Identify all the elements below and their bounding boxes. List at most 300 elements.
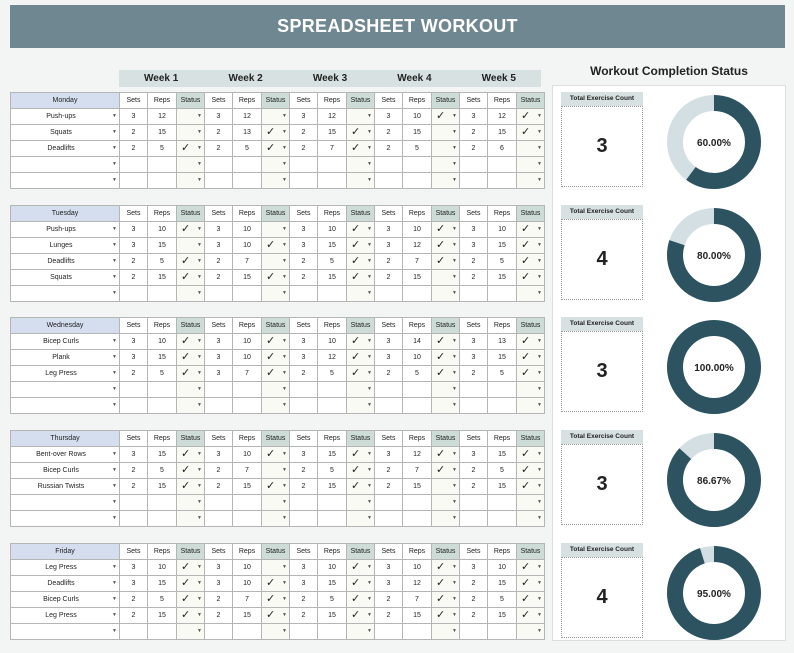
reps-cell[interactable]: 15 xyxy=(233,270,262,286)
chevron-down-icon[interactable]: ▼ xyxy=(112,274,117,280)
status-select[interactable] xyxy=(262,109,290,125)
chevron-down-icon[interactable]: ▼ xyxy=(282,113,287,119)
exercise-select[interactable] xyxy=(11,222,120,238)
chevron-down-icon[interactable]: ▼ xyxy=(282,386,287,392)
chevron-down-icon[interactable]: ▼ xyxy=(452,354,457,360)
chevron-down-icon[interactable]: ▼ xyxy=(197,338,202,344)
chevron-down-icon[interactable]: ▼ xyxy=(282,515,287,521)
chevron-down-icon[interactable]: ▼ xyxy=(282,338,287,344)
reps-cell[interactable] xyxy=(488,173,517,189)
reps-cell[interactable]: 7 xyxy=(233,463,262,479)
chevron-down-icon[interactable]: ▼ xyxy=(537,161,542,167)
chevron-down-icon[interactable]: ▼ xyxy=(367,242,372,248)
status-select[interactable] xyxy=(177,447,205,463)
chevron-down-icon[interactable]: ▼ xyxy=(112,338,117,344)
sets-cell[interactable]: 3 xyxy=(375,447,403,463)
status-select[interactable] xyxy=(517,447,545,463)
status-select[interactable] xyxy=(177,479,205,495)
sets-cell[interactable]: 2 xyxy=(120,141,148,157)
sets-cell[interactable] xyxy=(290,157,318,173)
chevron-down-icon[interactable]: ▼ xyxy=(282,177,287,183)
status-select[interactable] xyxy=(177,382,205,398)
reps-cell[interactable]: 15 xyxy=(488,270,517,286)
reps-cell[interactable]: 12 xyxy=(318,350,347,366)
sets-cell[interactable] xyxy=(460,382,488,398)
chevron-down-icon[interactable]: ▼ xyxy=(197,226,202,232)
chevron-down-icon[interactable]: ▼ xyxy=(537,515,542,521)
reps-cell[interactable]: 10 xyxy=(233,560,262,576)
reps-cell[interactable]: 10 xyxy=(233,334,262,350)
exercise-select[interactable] xyxy=(11,495,120,511)
reps-cell[interactable] xyxy=(148,624,177,640)
chevron-down-icon[interactable]: ▼ xyxy=(452,483,457,489)
reps-cell[interactable]: 10 xyxy=(233,576,262,592)
status-select[interactable] xyxy=(262,222,290,238)
chevron-down-icon[interactable]: ▼ xyxy=(537,129,542,135)
status-select[interactable] xyxy=(347,334,375,350)
sets-cell[interactable] xyxy=(375,624,403,640)
sets-cell[interactable] xyxy=(460,157,488,173)
status-select[interactable] xyxy=(347,141,375,157)
sets-cell[interactable] xyxy=(205,511,233,527)
chevron-down-icon[interactable]: ▼ xyxy=(367,386,372,392)
chevron-down-icon[interactable]: ▼ xyxy=(197,290,202,296)
sets-cell[interactable]: 2 xyxy=(205,608,233,624)
chevron-down-icon[interactable]: ▼ xyxy=(282,564,287,570)
chevron-down-icon[interactable]: ▼ xyxy=(367,628,372,634)
chevron-down-icon[interactable]: ▼ xyxy=(112,451,117,457)
reps-cell[interactable]: 7 xyxy=(233,254,262,270)
reps-cell[interactable]: 10 xyxy=(233,238,262,254)
chevron-down-icon[interactable]: ▼ xyxy=(452,467,457,473)
sets-cell[interactable]: 3 xyxy=(290,222,318,238)
status-select[interactable] xyxy=(432,109,460,125)
chevron-down-icon[interactable]: ▼ xyxy=(112,129,117,135)
status-select[interactable] xyxy=(517,495,545,511)
status-select[interactable] xyxy=(432,334,460,350)
chevron-down-icon[interactable]: ▼ xyxy=(282,274,287,280)
reps-cell[interactable]: 7 xyxy=(233,366,262,382)
chevron-down-icon[interactable]: ▼ xyxy=(537,386,542,392)
sets-cell[interactable] xyxy=(290,382,318,398)
sets-cell[interactable]: 3 xyxy=(460,334,488,350)
chevron-down-icon[interactable]: ▼ xyxy=(537,370,542,376)
status-select[interactable] xyxy=(517,576,545,592)
exercise-select[interactable] xyxy=(11,592,120,608)
chevron-down-icon[interactable]: ▼ xyxy=(367,177,372,183)
chevron-down-icon[interactable]: ▼ xyxy=(112,161,117,167)
chevron-down-icon[interactable]: ▼ xyxy=(112,177,117,183)
chevron-down-icon[interactable]: ▼ xyxy=(537,499,542,505)
reps-cell[interactable]: 15 xyxy=(403,608,432,624)
status-select[interactable] xyxy=(347,560,375,576)
reps-cell[interactable] xyxy=(488,495,517,511)
chevron-down-icon[interactable]: ▼ xyxy=(282,612,287,618)
chevron-down-icon[interactable]: ▼ xyxy=(282,370,287,376)
status-select[interactable] xyxy=(177,511,205,527)
reps-cell[interactable]: 12 xyxy=(488,109,517,125)
reps-cell[interactable]: 12 xyxy=(403,447,432,463)
sets-cell[interactable]: 2 xyxy=(290,270,318,286)
status-select[interactable] xyxy=(347,463,375,479)
reps-cell[interactable] xyxy=(318,398,347,414)
chevron-down-icon[interactable]: ▼ xyxy=(197,451,202,457)
sets-cell[interactable] xyxy=(375,511,403,527)
status-select[interactable] xyxy=(517,238,545,254)
status-select[interactable] xyxy=(347,382,375,398)
sets-cell[interactable] xyxy=(205,173,233,189)
exercise-select[interactable] xyxy=(11,382,120,398)
reps-cell[interactable]: 10 xyxy=(318,560,347,576)
sets-cell[interactable] xyxy=(205,398,233,414)
reps-cell[interactable]: 14 xyxy=(403,334,432,350)
sets-cell[interactable] xyxy=(290,286,318,302)
status-select[interactable] xyxy=(517,157,545,173)
reps-cell[interactable]: 10 xyxy=(148,560,177,576)
chevron-down-icon[interactable]: ▼ xyxy=(452,580,457,586)
reps-cell[interactable]: 15 xyxy=(488,447,517,463)
sets-cell[interactable] xyxy=(375,173,403,189)
chevron-down-icon[interactable]: ▼ xyxy=(537,467,542,473)
status-select[interactable] xyxy=(432,286,460,302)
reps-cell[interactable]: 7 xyxy=(403,592,432,608)
status-select[interactable] xyxy=(432,398,460,414)
sets-cell[interactable]: 2 xyxy=(460,270,488,286)
status-select[interactable] xyxy=(347,608,375,624)
status-select[interactable] xyxy=(432,157,460,173)
chevron-down-icon[interactable]: ▼ xyxy=(452,451,457,457)
reps-cell[interactable]: 10 xyxy=(403,109,432,125)
sets-cell[interactable]: 2 xyxy=(290,254,318,270)
sets-cell[interactable]: 2 xyxy=(460,141,488,157)
chevron-down-icon[interactable]: ▼ xyxy=(282,258,287,264)
status-select[interactable] xyxy=(517,109,545,125)
reps-cell[interactable]: 15 xyxy=(148,447,177,463)
sets-cell[interactable] xyxy=(460,511,488,527)
exercise-select[interactable] xyxy=(11,560,120,576)
chevron-down-icon[interactable]: ▼ xyxy=(452,386,457,392)
reps-cell[interactable]: 10 xyxy=(233,222,262,238)
sets-cell[interactable] xyxy=(460,286,488,302)
reps-cell[interactable] xyxy=(148,511,177,527)
reps-cell[interactable]: 15 xyxy=(233,608,262,624)
exercise-select[interactable] xyxy=(11,447,120,463)
reps-cell[interactable]: 15 xyxy=(318,447,347,463)
status-select[interactable] xyxy=(347,398,375,414)
status-select[interactable] xyxy=(177,238,205,254)
reps-cell[interactable]: 15 xyxy=(148,238,177,254)
status-select[interactable] xyxy=(262,560,290,576)
status-select[interactable] xyxy=(262,125,290,141)
status-select[interactable] xyxy=(347,270,375,286)
reps-cell[interactable]: 15 xyxy=(488,608,517,624)
reps-cell[interactable] xyxy=(318,173,347,189)
chevron-down-icon[interactable]: ▼ xyxy=(452,129,457,135)
sets-cell[interactable]: 2 xyxy=(290,366,318,382)
sets-cell[interactable]: 2 xyxy=(120,254,148,270)
sets-cell[interactable]: 3 xyxy=(460,560,488,576)
reps-cell[interactable]: 5 xyxy=(488,592,517,608)
chevron-down-icon[interactable]: ▼ xyxy=(537,290,542,296)
reps-cell[interactable]: 6 xyxy=(488,141,517,157)
chevron-down-icon[interactable]: ▼ xyxy=(367,580,372,586)
sets-cell[interactable]: 2 xyxy=(375,254,403,270)
status-select[interactable] xyxy=(517,608,545,624)
status-select[interactable] xyxy=(347,109,375,125)
status-select[interactable] xyxy=(517,382,545,398)
chevron-down-icon[interactable]: ▼ xyxy=(452,402,457,408)
chevron-down-icon[interactable]: ▼ xyxy=(367,612,372,618)
status-select[interactable] xyxy=(432,576,460,592)
reps-cell[interactable]: 5 xyxy=(318,592,347,608)
sets-cell[interactable]: 2 xyxy=(375,592,403,608)
reps-cell[interactable] xyxy=(403,624,432,640)
reps-cell[interactable]: 5 xyxy=(318,463,347,479)
reps-cell[interactable]: 5 xyxy=(148,463,177,479)
sets-cell[interactable]: 3 xyxy=(120,560,148,576)
reps-cell[interactable]: 15 xyxy=(318,238,347,254)
sets-cell[interactable]: 2 xyxy=(375,125,403,141)
status-select[interactable] xyxy=(177,109,205,125)
sets-cell[interactable]: 2 xyxy=(375,270,403,286)
status-select[interactable] xyxy=(262,334,290,350)
chevron-down-icon[interactable]: ▼ xyxy=(537,628,542,634)
reps-cell[interactable] xyxy=(233,173,262,189)
sets-cell[interactable]: 2 xyxy=(375,141,403,157)
status-select[interactable] xyxy=(432,141,460,157)
status-select[interactable] xyxy=(177,125,205,141)
chevron-down-icon[interactable]: ▼ xyxy=(112,370,117,376)
status-select[interactable] xyxy=(177,350,205,366)
sets-cell[interactable]: 3 xyxy=(460,447,488,463)
reps-cell[interactable] xyxy=(403,157,432,173)
reps-cell[interactable] xyxy=(403,382,432,398)
chevron-down-icon[interactable]: ▼ xyxy=(282,580,287,586)
sets-cell[interactable] xyxy=(120,286,148,302)
chevron-down-icon[interactable]: ▼ xyxy=(197,177,202,183)
status-select[interactable] xyxy=(347,447,375,463)
sets-cell[interactable]: 3 xyxy=(375,238,403,254)
status-select[interactable] xyxy=(177,173,205,189)
exercise-select[interactable] xyxy=(11,157,120,173)
status-select[interactable] xyxy=(262,624,290,640)
chevron-down-icon[interactable]: ▼ xyxy=(282,226,287,232)
chevron-down-icon[interactable]: ▼ xyxy=(197,596,202,602)
reps-cell[interactable]: 10 xyxy=(148,222,177,238)
reps-cell[interactable] xyxy=(488,157,517,173)
sets-cell[interactable]: 2 xyxy=(205,125,233,141)
chevron-down-icon[interactable]: ▼ xyxy=(367,145,372,151)
chevron-down-icon[interactable]: ▼ xyxy=(112,354,117,360)
sets-cell[interactable]: 3 xyxy=(460,222,488,238)
reps-cell[interactable] xyxy=(488,382,517,398)
status-select[interactable] xyxy=(432,511,460,527)
status-select[interactable] xyxy=(432,560,460,576)
reps-cell[interactable]: 7 xyxy=(403,463,432,479)
chevron-down-icon[interactable]: ▼ xyxy=(537,338,542,344)
reps-cell[interactable]: 15 xyxy=(403,270,432,286)
sets-cell[interactable]: 3 xyxy=(375,222,403,238)
status-select[interactable] xyxy=(432,463,460,479)
sets-cell[interactable]: 2 xyxy=(205,254,233,270)
exercise-select[interactable] xyxy=(11,350,120,366)
reps-cell[interactable] xyxy=(233,157,262,173)
status-select[interactable] xyxy=(347,624,375,640)
sets-cell[interactable]: 2 xyxy=(205,463,233,479)
sets-cell[interactable]: 2 xyxy=(120,270,148,286)
sets-cell[interactable] xyxy=(460,624,488,640)
reps-cell[interactable]: 15 xyxy=(488,238,517,254)
exercise-select[interactable] xyxy=(11,173,120,189)
chevron-down-icon[interactable]: ▼ xyxy=(367,451,372,457)
sets-cell[interactable] xyxy=(205,624,233,640)
exercise-select[interactable] xyxy=(11,334,120,350)
sets-cell[interactable] xyxy=(290,173,318,189)
status-select[interactable] xyxy=(262,286,290,302)
chevron-down-icon[interactable]: ▼ xyxy=(197,515,202,521)
sets-cell[interactable]: 2 xyxy=(375,608,403,624)
status-select[interactable] xyxy=(432,125,460,141)
sets-cell[interactable] xyxy=(205,382,233,398)
chevron-down-icon[interactable]: ▼ xyxy=(197,161,202,167)
status-select[interactable] xyxy=(177,560,205,576)
sets-cell[interactable]: 2 xyxy=(205,141,233,157)
reps-cell[interactable] xyxy=(233,398,262,414)
sets-cell[interactable] xyxy=(375,157,403,173)
chevron-down-icon[interactable]: ▼ xyxy=(112,242,117,248)
status-select[interactable] xyxy=(262,270,290,286)
chevron-down-icon[interactable]: ▼ xyxy=(537,596,542,602)
exercise-select[interactable] xyxy=(11,270,120,286)
reps-cell[interactable] xyxy=(233,382,262,398)
chevron-down-icon[interactable]: ▼ xyxy=(452,370,457,376)
reps-cell[interactable] xyxy=(318,624,347,640)
sets-cell[interactable] xyxy=(460,495,488,511)
status-select[interactable] xyxy=(262,350,290,366)
chevron-down-icon[interactable]: ▼ xyxy=(112,145,117,151)
chevron-down-icon[interactable]: ▼ xyxy=(197,499,202,505)
status-select[interactable] xyxy=(432,608,460,624)
reps-cell[interactable]: 5 xyxy=(488,254,517,270)
chevron-down-icon[interactable]: ▼ xyxy=(112,402,117,408)
status-select[interactable] xyxy=(517,125,545,141)
status-select[interactable] xyxy=(262,463,290,479)
chevron-down-icon[interactable]: ▼ xyxy=(282,290,287,296)
reps-cell[interactable] xyxy=(148,286,177,302)
reps-cell[interactable] xyxy=(488,398,517,414)
reps-cell[interactable] xyxy=(148,173,177,189)
status-select[interactable] xyxy=(432,270,460,286)
chevron-down-icon[interactable]: ▼ xyxy=(112,628,117,634)
reps-cell[interactable] xyxy=(318,382,347,398)
chevron-down-icon[interactable]: ▼ xyxy=(452,499,457,505)
sets-cell[interactable] xyxy=(375,495,403,511)
reps-cell[interactable] xyxy=(233,624,262,640)
chevron-down-icon[interactable]: ▼ xyxy=(112,467,117,473)
chevron-down-icon[interactable]: ▼ xyxy=(367,402,372,408)
reps-cell[interactable]: 15 xyxy=(318,270,347,286)
sets-cell[interactable]: 3 xyxy=(290,447,318,463)
chevron-down-icon[interactable]: ▼ xyxy=(367,338,372,344)
reps-cell[interactable]: 5 xyxy=(403,141,432,157)
chevron-down-icon[interactable]: ▼ xyxy=(112,258,117,264)
sets-cell[interactable]: 2 xyxy=(460,592,488,608)
sets-cell[interactable] xyxy=(375,382,403,398)
sets-cell[interactable]: 3 xyxy=(375,576,403,592)
status-select[interactable] xyxy=(262,238,290,254)
exercise-select[interactable] xyxy=(11,608,120,624)
sets-cell[interactable] xyxy=(120,398,148,414)
exercise-select[interactable] xyxy=(11,141,120,157)
chevron-down-icon[interactable]: ▼ xyxy=(537,402,542,408)
sets-cell[interactable]: 3 xyxy=(120,350,148,366)
status-select[interactable] xyxy=(517,286,545,302)
sets-cell[interactable]: 3 xyxy=(120,238,148,254)
status-select[interactable] xyxy=(347,125,375,141)
sets-cell[interactable]: 3 xyxy=(290,109,318,125)
chevron-down-icon[interactable]: ▼ xyxy=(112,612,117,618)
chevron-down-icon[interactable]: ▼ xyxy=(367,515,372,521)
chevron-down-icon[interactable]: ▼ xyxy=(282,499,287,505)
reps-cell[interactable]: 10 xyxy=(148,334,177,350)
sets-cell[interactable]: 2 xyxy=(205,592,233,608)
sets-cell[interactable]: 2 xyxy=(120,592,148,608)
status-select[interactable] xyxy=(177,286,205,302)
chevron-down-icon[interactable]: ▼ xyxy=(537,564,542,570)
chevron-down-icon[interactable]: ▼ xyxy=(537,258,542,264)
sets-cell[interactable] xyxy=(290,495,318,511)
sets-cell[interactable]: 3 xyxy=(375,350,403,366)
status-select[interactable] xyxy=(347,173,375,189)
chevron-down-icon[interactable]: ▼ xyxy=(452,338,457,344)
sets-cell[interactable]: 3 xyxy=(120,222,148,238)
sets-cell[interactable]: 2 xyxy=(120,463,148,479)
reps-cell[interactable]: 15 xyxy=(148,125,177,141)
sets-cell[interactable]: 2 xyxy=(290,125,318,141)
chevron-down-icon[interactable]: ▼ xyxy=(452,258,457,264)
status-select[interactable] xyxy=(432,173,460,189)
status-select[interactable] xyxy=(517,173,545,189)
reps-cell[interactable]: 10 xyxy=(488,560,517,576)
status-select[interactable] xyxy=(347,495,375,511)
reps-cell[interactable]: 5 xyxy=(148,366,177,382)
chevron-down-icon[interactable]: ▼ xyxy=(197,580,202,586)
sets-cell[interactable]: 2 xyxy=(375,463,403,479)
status-select[interactable] xyxy=(262,576,290,592)
chevron-down-icon[interactable]: ▼ xyxy=(112,226,117,232)
status-select[interactable] xyxy=(262,173,290,189)
reps-cell[interactable] xyxy=(148,398,177,414)
chevron-down-icon[interactable]: ▼ xyxy=(197,386,202,392)
reps-cell[interactable]: 10 xyxy=(318,222,347,238)
status-select[interactable] xyxy=(432,447,460,463)
status-select[interactable] xyxy=(432,479,460,495)
reps-cell[interactable]: 13 xyxy=(233,125,262,141)
sets-cell[interactable]: 2 xyxy=(460,479,488,495)
chevron-down-icon[interactable]: ▼ xyxy=(282,451,287,457)
chevron-down-icon[interactable]: ▼ xyxy=(367,499,372,505)
status-select[interactable] xyxy=(432,366,460,382)
status-select[interactable] xyxy=(517,463,545,479)
status-select[interactable] xyxy=(177,141,205,157)
reps-cell[interactable]: 7 xyxy=(233,592,262,608)
sets-cell[interactable]: 3 xyxy=(205,560,233,576)
reps-cell[interactable] xyxy=(318,495,347,511)
sets-cell[interactable]: 2 xyxy=(205,479,233,495)
chevron-down-icon[interactable]: ▼ xyxy=(197,612,202,618)
status-select[interactable] xyxy=(347,350,375,366)
chevron-down-icon[interactable]: ▼ xyxy=(197,402,202,408)
